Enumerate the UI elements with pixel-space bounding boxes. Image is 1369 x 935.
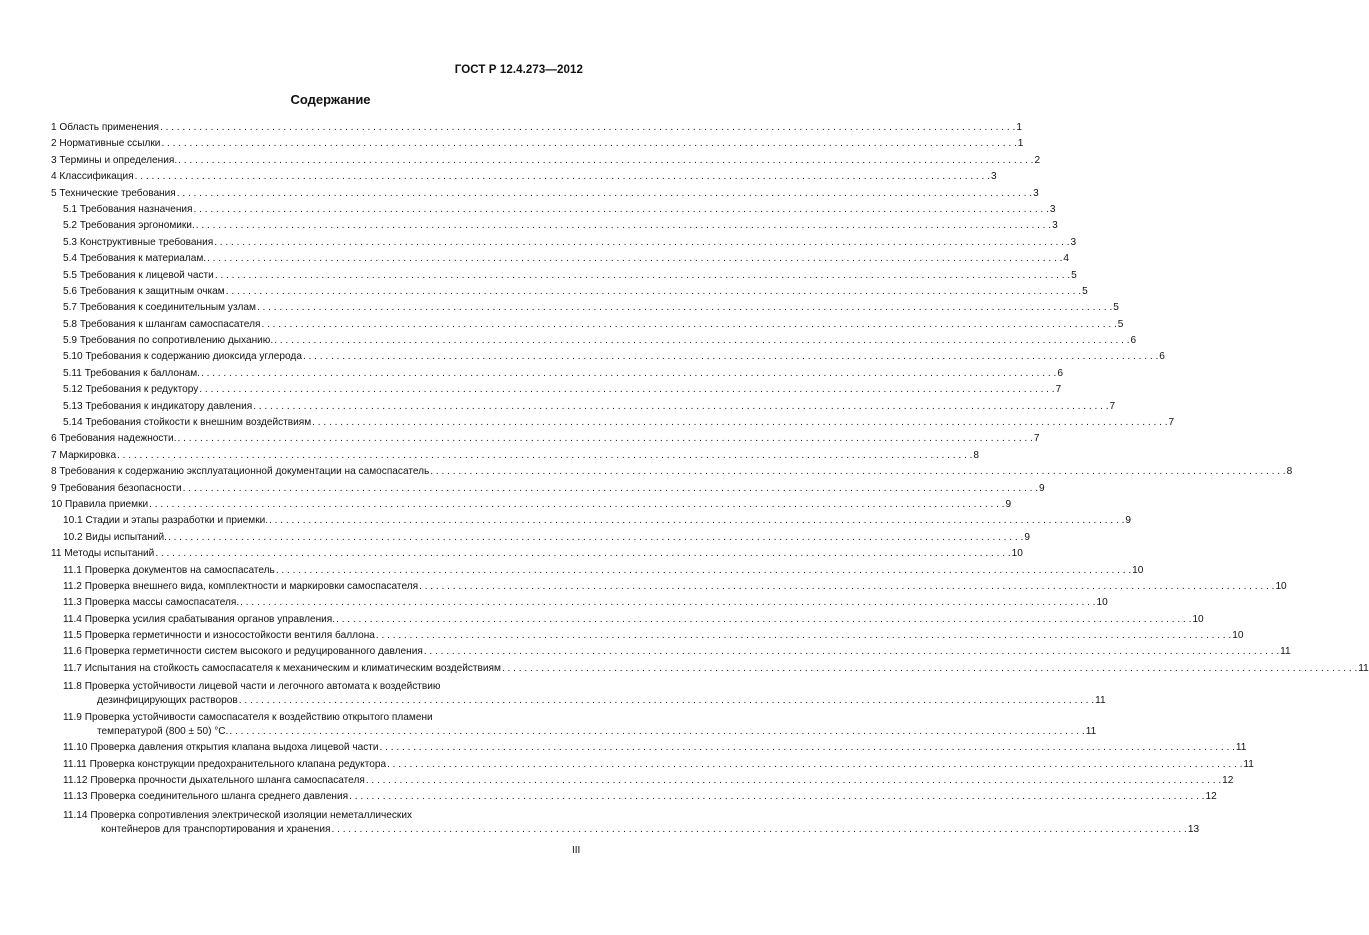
toc-entry[interactable] (51, 740, 1247, 756)
toc-entry-label: 11.8 Проверка устойчивости лицевой части и легочного автомата к воздействию (63, 681, 441, 693)
toc-entry-page: 10 (1275, 580, 1287, 592)
toc-entry-page: 1 (1016, 121, 1022, 133)
leader-dots (349, 789, 1204, 805)
toc-entry[interactable] (51, 333, 1137, 349)
toc-entry-11-14[interactable] (51, 809, 1200, 837)
toc-entry[interactable] (51, 366, 1063, 382)
toc-entry-label: 11.11 Проверка конструкции предохранительного клапана редуктора (63, 758, 387, 770)
leader-dots (229, 725, 1084, 739)
toc-entry-page: 11 (1085, 726, 1097, 738)
toc-entry-page: 11 (1243, 758, 1254, 770)
leader-dots (419, 579, 1274, 595)
leader-dots (380, 740, 1235, 756)
toc-entry-11-8[interactable] (51, 680, 1106, 708)
toc-entry-label: 11.5 Проверка герметичности и износостойкости вентиля баллона (63, 630, 375, 642)
toc-entry-page: 11 (1235, 742, 1247, 754)
toc-entry[interactable] (51, 773, 1234, 789)
toc-entry-page: 6 (1057, 367, 1063, 379)
toc-entry-page: 10 (1192, 613, 1204, 625)
toc-entry[interactable] (51, 415, 1175, 431)
toc-entry-label: 5.13 Требования к индикатору давления (63, 400, 253, 412)
toc-entry-page: 3 (1070, 236, 1077, 248)
toc-entry-page: 9 (1039, 482, 1045, 494)
toc-entry[interactable] (51, 464, 1293, 480)
toc-entry-page: 8 (973, 449, 980, 461)
leader-dots (178, 431, 1033, 447)
toc-entry-page: 9 (1024, 531, 1030, 543)
leader-dots (376, 628, 1231, 644)
toc-entry-page: 10 (1096, 597, 1108, 609)
toc-entry-page: 7 (1033, 433, 1040, 445)
toc-entry-label: 5.6 Требования к защитным очкам (63, 285, 225, 297)
toc-entry-page: 7 (1168, 417, 1175, 429)
toc-entry[interactable] (51, 661, 1369, 677)
toc-entry-label: 11.13 Проверка соединительного шланга среднего давления (63, 791, 349, 803)
leader-dots (276, 563, 1131, 579)
leader-dots (387, 757, 1242, 773)
toc-entry-page: 3 (990, 171, 997, 183)
toc-entry-page: 10 (1232, 630, 1244, 642)
toc-entry-page: 10 (1132, 564, 1144, 576)
toc-entry-label: 1 Область применения (51, 121, 159, 133)
toc-entry-label: 10 Правила приемки (51, 498, 149, 510)
leader-dots (261, 317, 1116, 333)
toc-entry-label: 7 Маркировка (51, 449, 117, 461)
toc-entry-label: 5.5 Требования к лицевой части (63, 269, 214, 281)
toc-entry-page: 10 (1011, 548, 1023, 560)
toc-entry[interactable] (51, 481, 1045, 497)
toc-entry-label: 11.6 Проверка герметичности систем высокого и редуцированного давления (63, 646, 423, 658)
leader-dots (424, 644, 1279, 660)
toc-entry[interactable] (51, 186, 1039, 202)
toc-entry-label: 11.3 Проверка массы самоспасателя. (63, 597, 240, 609)
leader-dots (207, 251, 1062, 267)
leader-dots (196, 218, 1051, 234)
toc-entry-page: 9 (1125, 515, 1132, 527)
toc-entry[interactable] (51, 317, 1124, 333)
leader-dots (366, 773, 1221, 789)
toc-entry-page: 11 (1095, 695, 1106, 707)
toc-entry-page: 3 (1033, 187, 1039, 199)
toc-entry-label: 5.14 Требования стойкости к внешним воздействиям (63, 417, 312, 429)
toc-entry[interactable] (51, 579, 1287, 595)
toc-entry[interactable] (51, 235, 1077, 251)
toc-entry[interactable] (51, 251, 1070, 267)
toc-entry[interactable] (51, 789, 1217, 805)
toc-entry-page: 5 (1071, 269, 1077, 281)
toc-entry-label: 5.1 Требования назначения (63, 203, 193, 215)
toc-entry[interactable] (51, 497, 1012, 513)
toc-entry[interactable] (51, 268, 1077, 284)
toc-entry-label: 11.9 Проверка устойчивости самоспасателя к воздействию открытого пламени (63, 712, 433, 724)
toc-entry-page: 12 (1222, 775, 1234, 787)
leader-dots (430, 464, 1285, 480)
toc-entry[interactable] (51, 563, 1144, 579)
toc-entry-label: 9 Требования безопасности (51, 482, 182, 494)
leader-dots (177, 186, 1032, 202)
leader-dots (201, 366, 1056, 382)
toc-entry-page: 13 (1187, 823, 1200, 835)
leader-dots (240, 595, 1095, 611)
leader-dots (194, 202, 1049, 218)
toc-entry-label: 11.12 Проверка прочности дыхательного шланга самоспасателя (63, 775, 365, 787)
leader-dots (303, 349, 1158, 365)
toc-entry-page: 4 (1063, 253, 1070, 265)
toc-entry-label: 5.11 Требования к баллонам. (63, 367, 200, 379)
toc-entry[interactable] (51, 645, 1291, 661)
toc-entry-page: 8 (1286, 466, 1293, 478)
leader-dots (168, 530, 1023, 546)
toc-entry-label: 11.10 Проверка давления открытия клапана выдоха лицевой части (63, 742, 379, 754)
toc-entry-label: 5.4 Требования к материалам. (63, 253, 207, 265)
toc-entry-label: 11 Методы испытаний (51, 548, 155, 560)
toc-entry-label: 11.14 Проверка сопротивления электрической изоляции неметаллических (63, 809, 413, 821)
toc-entry-page: 7 (1055, 384, 1062, 396)
toc-entry[interactable] (51, 284, 1088, 300)
toc-entry-label: 6 Требования надежности. (51, 433, 177, 445)
toc-entry-label: 5.3 Конструктивные требования (63, 236, 214, 248)
toc-entry-label: 5 Технические требования (51, 187, 176, 199)
toc-entry-label: 3 Термины и определения. (51, 154, 178, 166)
leader-dots (502, 661, 1357, 677)
toc-entry-label-continued: дезинфицирующих растворов (97, 695, 238, 707)
toc-entry-page: 11 (1358, 662, 1369, 674)
toc-entry-label: 11.7 Испытания на стойкость самоспасателя к механическим и климатическим воздействиям (63, 662, 501, 674)
toc-entry[interactable] (51, 120, 1022, 136)
toc-entry-label-continued: контейнеров для транспортирования и хранения (101, 823, 331, 835)
leader-dots (331, 823, 1186, 837)
leader-dots (183, 481, 1038, 497)
toc-entry-label: 11.2 Проверка внешнего вида, комплектности и маркировки самоспасателя (63, 580, 419, 592)
toc-entry[interactable] (51, 136, 1024, 152)
leader-dots (336, 612, 1191, 628)
toc-entry[interactable] (51, 595, 1108, 611)
toc-entry-page: 3 (1052, 220, 1058, 232)
table-of-contents (51, 120, 1369, 837)
toc-entry-label: 5.2 Требования эргономики. (63, 220, 195, 232)
leader-dots (199, 382, 1054, 398)
toc-entry-11-9[interactable] (51, 711, 1097, 739)
toc-entry-label: 5.8 Требования к шлангам самоспасателя (63, 318, 261, 330)
page-number: III (572, 845, 581, 856)
leader-dots (178, 153, 1033, 169)
toc-entry-label: 10.1 Стадии и этапы разработки и приемки. (63, 515, 269, 527)
toc-entry-page: 5 (1117, 318, 1124, 330)
leader-dots (117, 448, 972, 464)
toc-entry-page: 1 (1017, 138, 1024, 150)
toc-entry[interactable] (51, 300, 1119, 316)
leader-dots (155, 546, 1010, 562)
toc-entry-page: 11 (1280, 646, 1291, 658)
toc-entry[interactable] (51, 349, 1165, 365)
toc-entry-page: 9 (1005, 498, 1012, 510)
toc-entry[interactable] (51, 202, 1056, 218)
leader-dots (214, 235, 1069, 251)
toc-entry[interactable] (51, 757, 1254, 773)
toc-entry-label: 11.1 Проверка документов на самоспасатель (63, 564, 275, 576)
toc-entry-page: 6 (1159, 351, 1165, 363)
toc-entry-page: 12 (1205, 791, 1217, 803)
toc-entry[interactable] (51, 448, 980, 464)
toc-entry[interactable] (51, 546, 1023, 562)
leader-dots (253, 399, 1108, 415)
toc-entry-label-continued: температурой (800 ± 50) °С. (97, 726, 229, 738)
leader-dots (274, 333, 1129, 349)
leader-dots (161, 136, 1016, 152)
toc-entry-page: 2 (1034, 154, 1041, 166)
toc-entry-label: 2 Нормативные ссылки (51, 138, 161, 150)
toc-entry-label: 5.10 Требования к содержанию диоксида углерода (63, 351, 302, 363)
toc-entry-label: 5.12 Требования к редуктору (63, 384, 199, 396)
toc-entry-page: 5 (1113, 302, 1119, 314)
toc-entry[interactable] (51, 153, 1041, 169)
leader-dots (226, 284, 1081, 300)
leader-dots (160, 120, 1015, 136)
toc-entry[interactable] (51, 431, 1040, 447)
toc-entry[interactable] (51, 513, 1132, 529)
leader-dots (257, 300, 1112, 316)
toc-entry-label: 4 Классификация (51, 171, 134, 183)
toc-entry-page: 7 (1109, 400, 1116, 412)
toc-entry[interactable] (51, 530, 1030, 546)
toc-entry-label: 11.4 Проверка усилия срабатывания органов управления. (63, 613, 336, 625)
toc-entry-page: 3 (1049, 203, 1056, 215)
leader-dots (135, 169, 990, 185)
toc-entry-label: 8 Требования к содержанию эксплуатационной документации на самоспасатель (51, 466, 430, 478)
toc-entry[interactable] (51, 399, 1116, 415)
leader-dots (239, 694, 1094, 708)
toc-entry-label: 5.7 Требования к соединительным узлам (63, 302, 256, 314)
toc-entry-page: 5 (1082, 285, 1088, 297)
toc-entry-page: 6 (1130, 335, 1137, 347)
leader-dots (149, 497, 1004, 513)
toc-entry-label: 10.2 Виды испытаний. (63, 531, 167, 543)
leader-dots (269, 513, 1124, 529)
page-title: Содержание (290, 92, 371, 107)
toc-entry[interactable] (51, 218, 1058, 234)
toc-entry[interactable] (51, 169, 997, 185)
leader-dots (215, 268, 1070, 284)
document-code: ГОСТ Р 12.4.273—2012 (454, 64, 583, 76)
leader-dots (312, 415, 1167, 431)
toc-entry[interactable] (51, 612, 1204, 628)
toc-entry[interactable] (51, 382, 1062, 398)
toc-entry-label: 5.9 Требования по сопротивлению дыханию. (63, 335, 274, 347)
toc-entry[interactable] (51, 628, 1244, 644)
